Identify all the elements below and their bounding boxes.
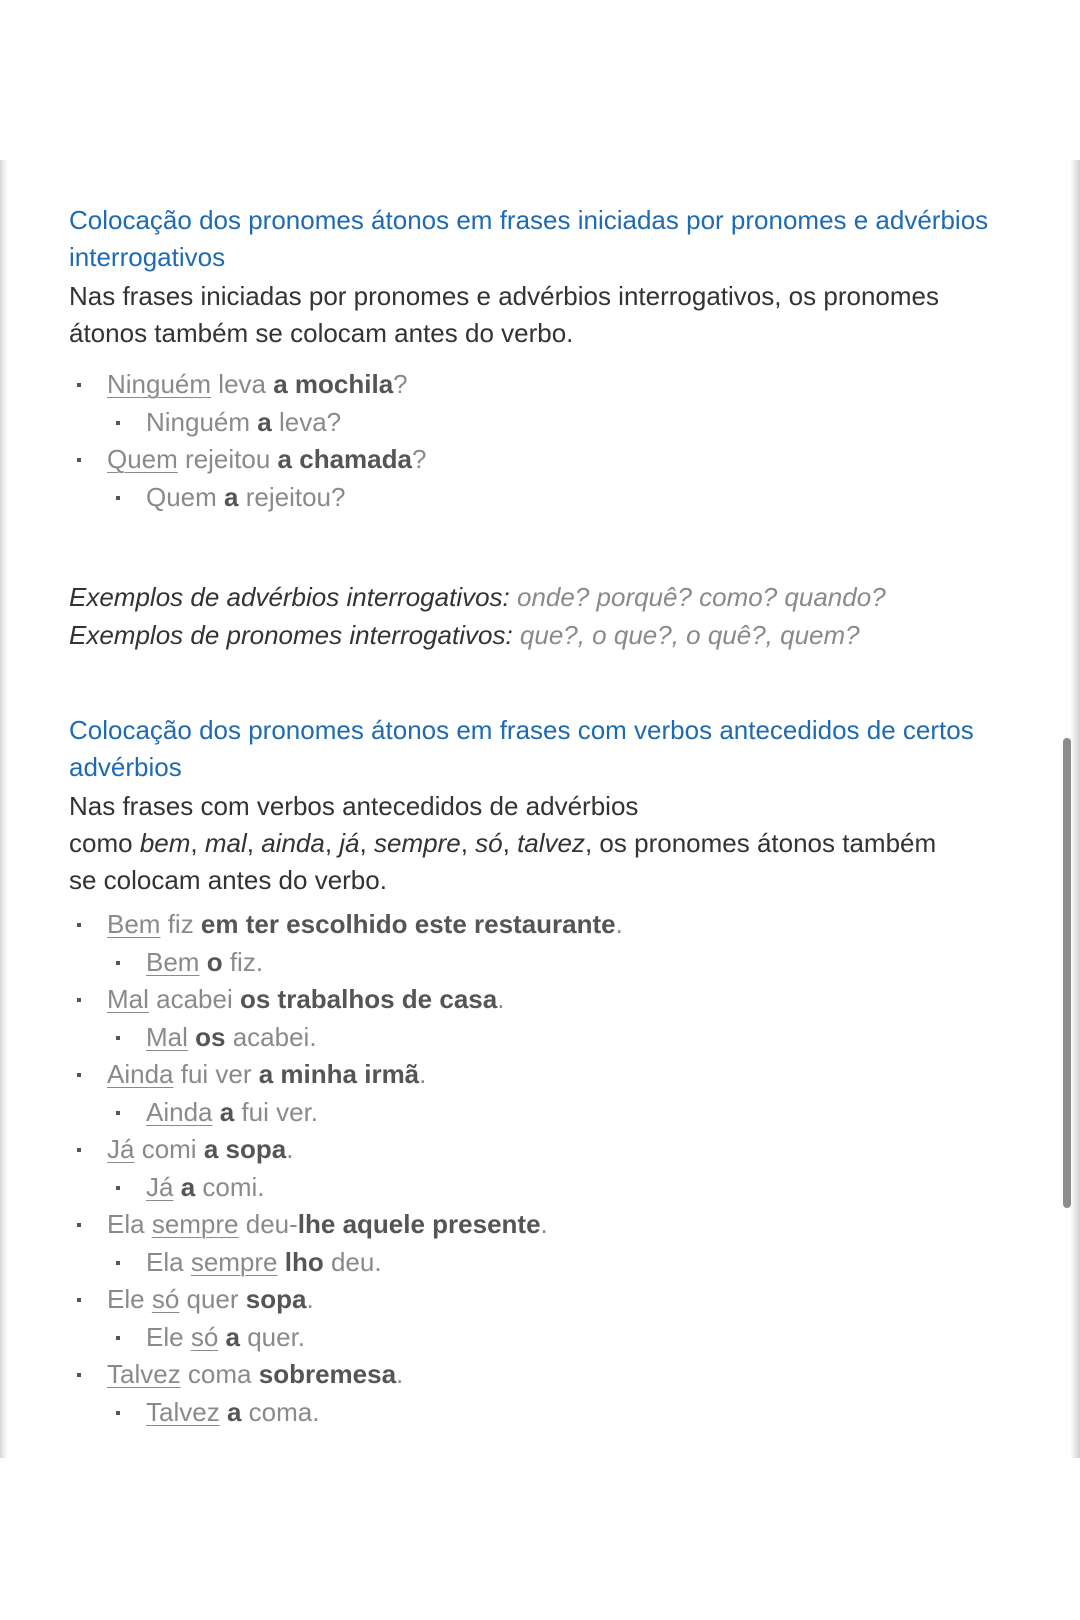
example-text: Ela (107, 1209, 152, 1239)
adverb-term: mal (204, 828, 247, 858)
adverbs-inline-list (140, 828, 585, 858)
example-text: leva? (271, 406, 342, 437)
document-viewport[interactable] (0, 160, 1080, 1458)
example-subitem (69, 1244, 623, 1282)
example-subitem (69, 1394, 623, 1432)
example-item (69, 366, 426, 404)
highlighted-phrase: os (195, 1021, 226, 1052)
example-text: fiz. (222, 946, 264, 977)
example-text: deu- (238, 1209, 298, 1239)
example-text: deu. (323, 1246, 382, 1277)
example-subitem (69, 1094, 623, 1132)
highlighted-phrase: a (180, 1171, 196, 1202)
highlighted-phrase: a chamada (277, 444, 412, 474)
example-text: comi (134, 1134, 204, 1164)
interrogative-examples-note (69, 578, 886, 654)
underlined-term: Ainda (107, 1059, 174, 1089)
example-text: leva (211, 369, 274, 399)
example-text: , (460, 828, 476, 858)
example-text: Ninguém (146, 406, 258, 437)
adverb-term: talvez (517, 828, 585, 858)
adverbs-label: Exemplos de advérbios interrogativos: (69, 582, 510, 612)
example-text: . (540, 1209, 548, 1239)
example-text: , (359, 828, 374, 858)
example-text: acabei (148, 984, 240, 1014)
section-heading-adverbs: Colocação dos pronomes átonos em frases com verbos antecedidos de certos advérbios (69, 715, 974, 782)
underlined-term: Talvez (146, 1396, 220, 1427)
example-subitem (69, 1169, 623, 1207)
underlined-term: Já (107, 1134, 135, 1164)
section-paragraph-interrogatives: Nas frases iniciadas por pronomes e advérbios interrogativos, os pronomes átonos também se colocam antes do verbo. (69, 281, 939, 348)
highlighted-phrase: em ter escolhido este restaurante (200, 909, 616, 939)
example-subitem (69, 944, 623, 982)
example-text: quer. (239, 1321, 306, 1352)
paragraph-line: Nas frases com verbos antecedidos de advérbios (69, 791, 639, 821)
adverbs-list: onde? porquê? como? quando? (509, 582, 886, 612)
underlined-term: só (190, 1321, 219, 1352)
example-item (69, 1356, 623, 1394)
highlighted-phrase: a (219, 1096, 235, 1127)
pronouns-list: que?, o que?, o quê?, quem? (512, 620, 860, 650)
highlighted-phrase: a (225, 1321, 240, 1352)
paragraph-text: como (69, 828, 140, 858)
example-text: ? (393, 369, 408, 399)
underlined-term: Ainda (146, 1096, 213, 1127)
example-text: , (502, 828, 518, 858)
example-text: Quem (146, 481, 225, 512)
example-text: fui ver (173, 1059, 259, 1089)
paragraph-line: se colocam antes do verbo. (69, 865, 387, 895)
example-text: coma. (241, 1396, 320, 1427)
example-text (278, 1247, 285, 1277)
example-text (213, 1097, 220, 1127)
example-subitem (69, 1019, 623, 1057)
example-list-interrogatives (69, 366, 426, 516)
underlined-term: Bem (107, 909, 161, 939)
underlined-term: Já (146, 1171, 174, 1202)
underlined-term: Bem (146, 946, 200, 977)
example-text: . (419, 1059, 427, 1089)
example-subitem (69, 404, 426, 442)
example-item (69, 441, 426, 479)
paragraph-text: , os pronomes átonos também (584, 828, 937, 858)
underlined-term: sempre (151, 1209, 239, 1239)
highlighted-phrase: o (206, 946, 223, 977)
example-text: . (396, 1359, 404, 1389)
pronouns-label: Exemplos de pronomes interrogativos: (69, 620, 513, 650)
highlighted-phrase: a (226, 1396, 242, 1427)
example-text: rejeitou? (238, 481, 346, 512)
highlighted-phrase: lhe aquele presente (297, 1209, 541, 1239)
example-list-adverbs (69, 906, 623, 1431)
underlined-term: só (151, 1284, 180, 1314)
example-item (69, 1056, 623, 1094)
highlighted-phrase: a sopa (203, 1134, 287, 1164)
example-text: comi. (195, 1171, 265, 1202)
adverb-term: ainda (261, 828, 325, 858)
example-item (69, 1281, 623, 1319)
example-text: acabei. (225, 1021, 317, 1052)
underlined-term: Ninguém (107, 369, 212, 399)
example-text: rejeitou (177, 444, 278, 474)
example-text: . (497, 984, 505, 1014)
underlined-term: sempre (190, 1246, 278, 1277)
example-text: ? (411, 444, 427, 474)
adverb-term: só (475, 828, 503, 858)
adverbs-examples-line (69, 578, 886, 616)
example-text: coma (180, 1359, 259, 1389)
example-text: Ela (146, 1246, 191, 1277)
adverb-term: sempre (373, 828, 461, 858)
paragraph-line (69, 825, 936, 862)
example-text: , (324, 828, 340, 858)
example-text (218, 1322, 225, 1352)
example-text: fiz (160, 909, 201, 939)
example-item (69, 906, 623, 944)
example-text: Ele (146, 1321, 191, 1352)
example-text (173, 1172, 180, 1202)
example-text: . (286, 1134, 294, 1164)
highlighted-phrase: os trabalhos de casa (239, 984, 498, 1014)
highlighted-phrase: sopa (245, 1284, 307, 1314)
pronouns-examples-line (69, 616, 886, 654)
underlined-term: Talvez (107, 1359, 181, 1389)
example-text: . (306, 1284, 314, 1314)
example-text: quer (179, 1284, 246, 1314)
scrollbar-track[interactable] (1070, 160, 1080, 1458)
section-heading-interrogatives: Colocação dos pronomes átonos em frases iniciadas por pronomes e advérbios interrogativos (69, 205, 989, 272)
example-text: . (615, 909, 623, 939)
adverb-term: já (339, 828, 360, 858)
example-text: , (246, 828, 262, 858)
highlighted-phrase: a (257, 406, 272, 437)
example-subitem (69, 1319, 623, 1357)
example-text: Ele (107, 1284, 152, 1314)
example-text: , (190, 828, 205, 858)
example-item (69, 981, 623, 1019)
underlined-term: Mal (107, 984, 149, 1014)
example-item (69, 1131, 623, 1169)
example-subitem (69, 479, 426, 517)
example-text (220, 1397, 227, 1427)
example-item (69, 1206, 623, 1244)
page-edge-left (0, 160, 8, 1458)
highlighted-phrase: lho (284, 1246, 324, 1277)
highlighted-phrase: a mochila (273, 369, 394, 399)
scrollbar-thumb[interactable] (1063, 738, 1071, 1208)
underlined-term: Mal (146, 1021, 188, 1052)
adverb-term: bem (139, 828, 191, 858)
section-paragraph-adverbs (69, 788, 936, 899)
highlighted-phrase: a minha irmã (258, 1059, 420, 1089)
highlighted-phrase: a (224, 481, 239, 512)
underlined-term: Quem (107, 444, 178, 474)
highlighted-phrase: sobremesa (258, 1359, 397, 1389)
example-text: fui ver. (234, 1096, 319, 1127)
example-text (199, 947, 206, 977)
